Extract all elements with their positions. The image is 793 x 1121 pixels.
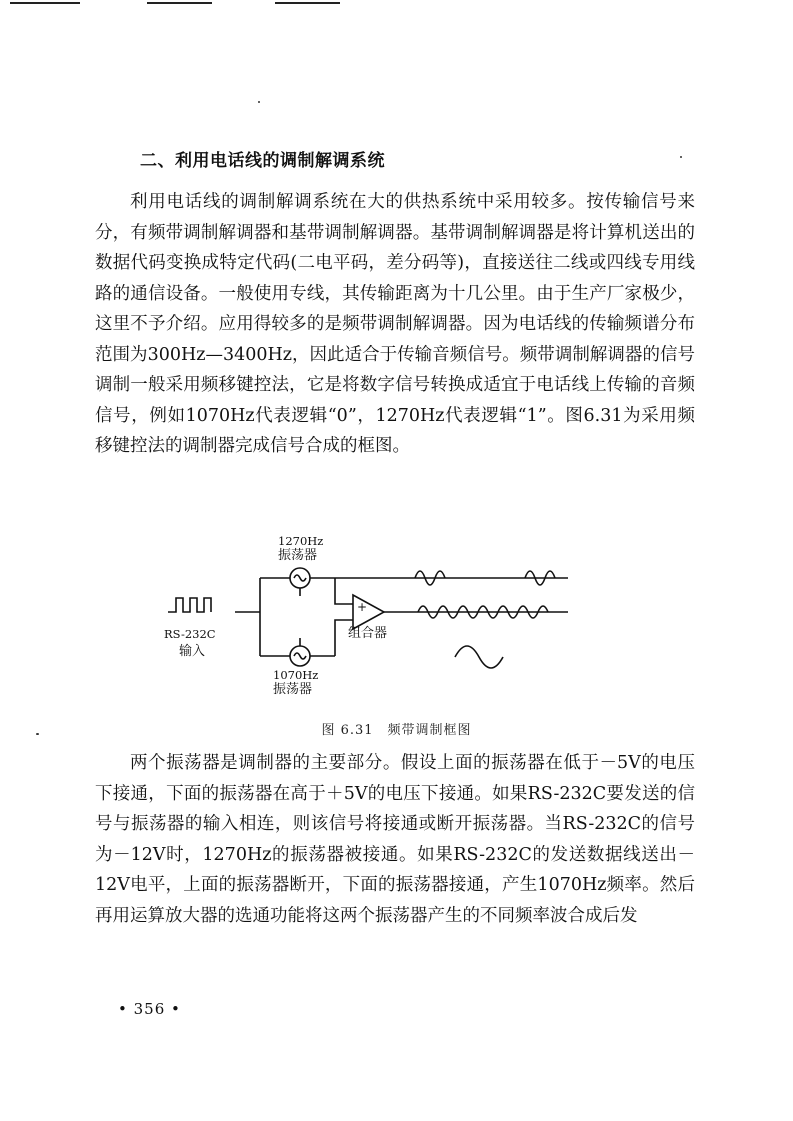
opamp-plus-sign: + — [357, 600, 368, 614]
top-oscillator-sine — [294, 575, 306, 581]
input-label-text: 输入 — [179, 644, 206, 659]
opamp-input-top — [335, 578, 353, 604]
section-heading: 二、利用电话线的调制解调系统 — [140, 151, 385, 171]
page-number: • 356 • — [118, 1000, 181, 1018]
paragraph-oscillators: 两个振荡器是调制器的主要部分。假设上面的振荡器在低于－5V的电压下接通，下面的振荡器在高于＋5V的电压下接通。如果RS-232C要发送的信号与振荡器的输入相连，则该信号将接通或断开振荡器。当RS-232C的信号为－12V时，1270Hz的振荡器被接通。如果RS-232C的发送数据线送出－12V电平，上面的振荡器断开，下面的振荡器接通，产生1070Hz频率。然后再用运算放大器的选通功能将这两个振荡器产生的不同频率波合成后发 — [95, 753, 695, 926]
bottom-oscillator-sine — [294, 653, 306, 659]
square-wave-icon — [168, 598, 211, 612]
diagram-drawing — [150, 525, 590, 705]
top-osc-frequency: 1270Hz — [278, 534, 324, 548]
top-rule — [10, 2, 80, 4]
scan-speck — [258, 101, 260, 103]
bottom-osc-frequency: 1070Hz — [273, 668, 319, 682]
fsk-modulator-diagram — [150, 525, 590, 705]
scan-speck — [680, 156, 682, 158]
input-label: RS-232C — [164, 627, 216, 641]
paragraph-intro: 利用电话线的调制解调系统在大的供热系统中采用较多。按传输信号来分，有频带调制解调器和基带调制解调器。基带调制解调器是将计算机送出的数据代码变换成特定代码(二电平码，差分码等)，直接送往二线或四线专用线路的通信设备。一般使用专线，其传输距离为十几公里。由于生产厂家极少，这里不予介绍。应用得较多的是频带调制解调器。因为电话线的传输频谱分布范围为300Hz—3400Hz，因此适合于传输音频信号。频带调制解调器的信号调制一般采用频移键控法，它是将数字信号转换成适宜于电话线上传输的音频信号，例如1070Hz代表逻辑“0”，1270Hz代表逻辑“1”。图6.31为采用频移键控法的调制器完成信号合成的框图。 — [95, 192, 695, 456]
combiner-label: 组合器 — [348, 626, 388, 641]
top-rule — [147, 2, 212, 4]
top-osc-label: 振荡器 — [278, 548, 318, 563]
bottom-osc-label: 振荡器 — [273, 682, 313, 697]
top-rule — [275, 2, 340, 4]
figure-caption: 图 6.31 频带调制框图 — [321, 723, 472, 738]
wave-1070 — [455, 646, 503, 668]
scan-speck — [36, 733, 39, 735]
